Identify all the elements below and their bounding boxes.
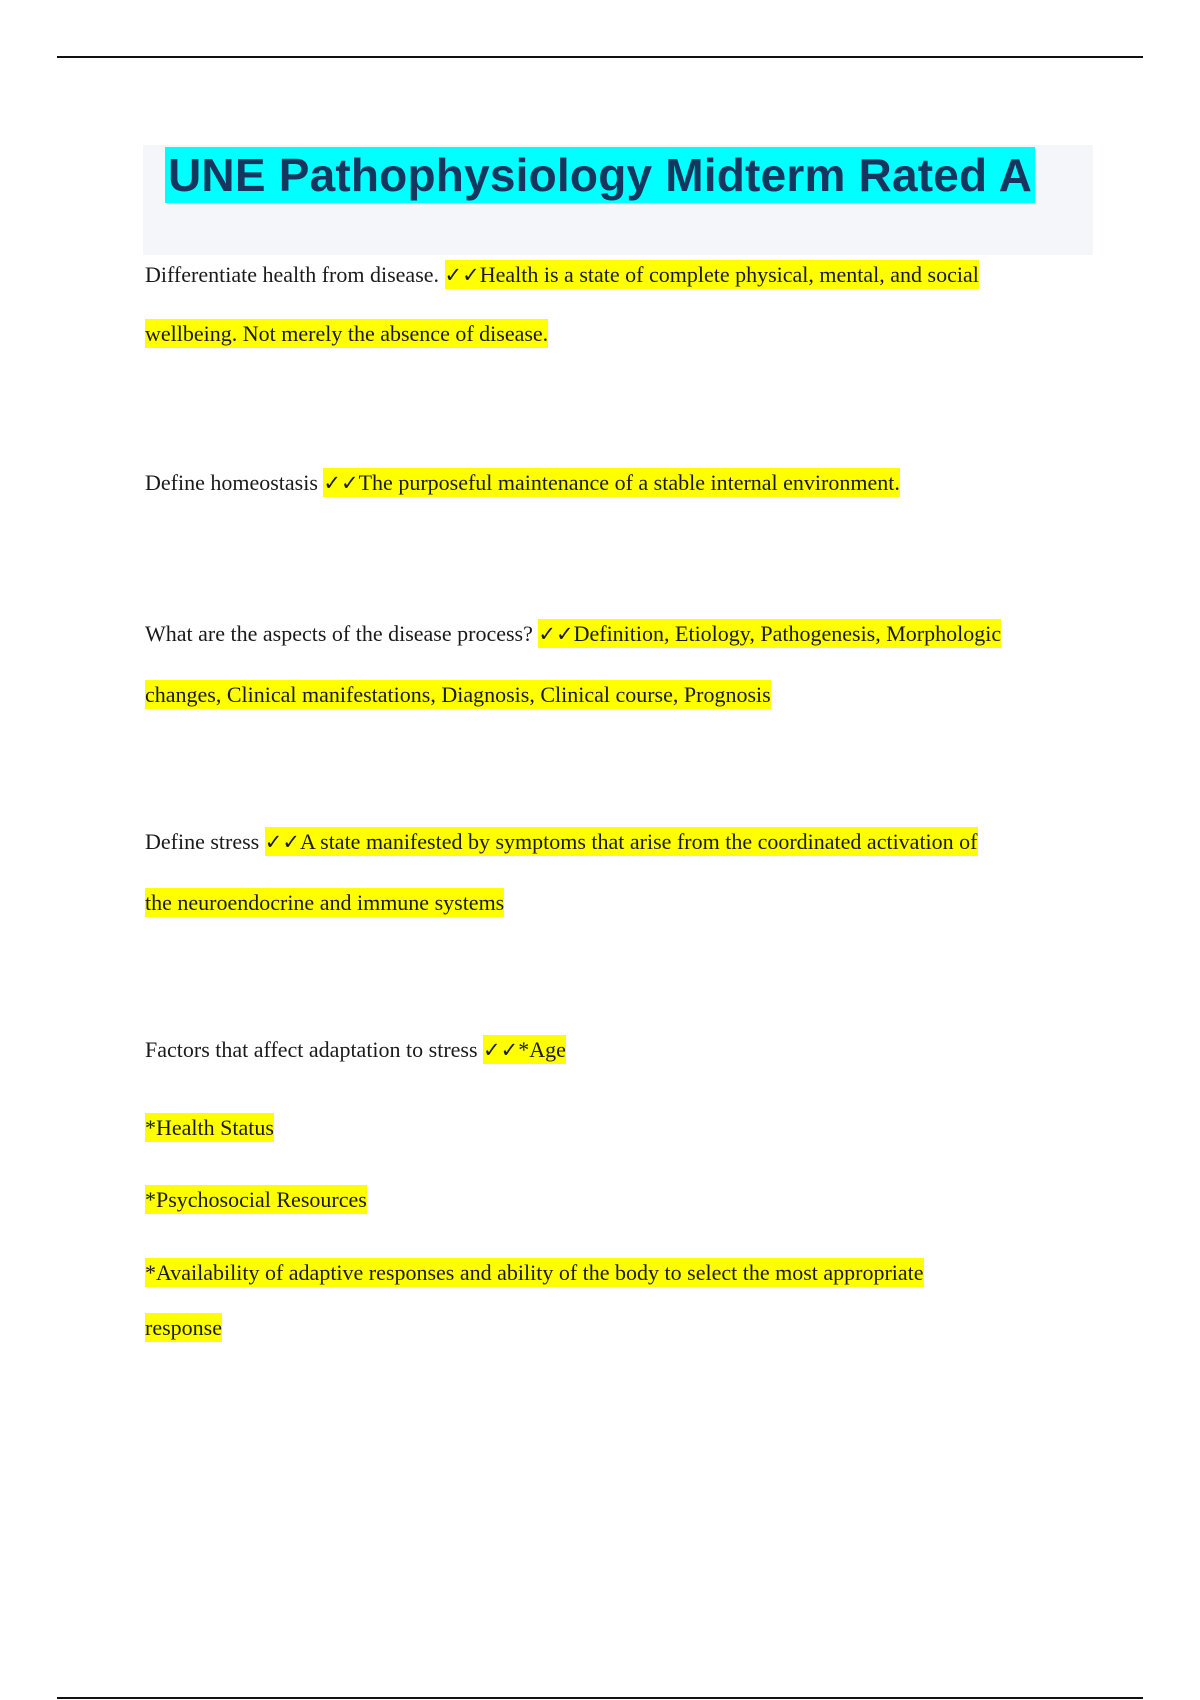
bottom-rule [57,1697,1143,1699]
answer-highlight [323,468,899,497]
qa-item-stress-continued [145,888,504,918]
answer-highlight [538,619,1001,648]
answer-text: *Health Status [145,1115,274,1140]
question-text: Define homeostasis [145,470,324,495]
qa-item-health-continued [145,319,548,349]
answer-text: *Psychosocial Resources [145,1187,367,1212]
answer-text: The purposeful maintenance of a stable internal environment. [358,470,900,495]
qa-item-adaptation-list-item [145,1258,924,1288]
answer-text: the neuroendocrine and immune systems [145,890,505,915]
answer-highlight [265,827,978,856]
double-check-icon: ✓✓ [444,263,480,287]
answer-text: response [145,1315,222,1340]
answer-text: *Age [518,1037,566,1062]
answer-text: Health is a state of complete physical, mental, and social [479,262,979,287]
answer-highlight [445,260,979,289]
top-rule [57,56,1143,58]
qa-item-stress [145,827,978,857]
double-check-icon: ✓✓ [323,471,359,495]
double-check-icon: ✓✓ [264,830,300,854]
double-check-icon: ✓✓ [483,1038,519,1062]
document-title: UNE Pathophysiology Midterm Rated A [165,147,1035,203]
qa-item-adaptation [145,1035,566,1065]
qa-item-adaptation-list-item [145,1313,222,1343]
question-text: Differentiate health from disease. [145,262,445,287]
answer-text: *Availability of adaptive responses and ability of the body to select the most appropriate [145,1260,924,1285]
answer-highlight [483,1035,566,1064]
answer-text: changes, Clinical manifestations, Diagnosis, Clinical course, Prognosis [145,682,771,707]
double-check-icon: ✓✓ [538,622,574,646]
qa-item-disease-process-continued [145,680,771,710]
qa-item-homeostasis [145,468,900,498]
qa-item-disease-process [145,619,1001,649]
qa-item-adaptation-list-item [145,1185,367,1215]
answer-text: wellbeing. Not merely the absence of disease. [145,321,549,346]
qa-item-adaptation-list-item [145,1113,274,1143]
question-text: Define stress [145,829,265,854]
answer-text: Definition, Etiology, Pathogenesis, Morphologic [573,621,1002,646]
qa-item-health [145,260,979,290]
question-text: Factors that affect adaptation to stress [145,1037,484,1062]
answer-text: A state manifested by symptoms that arise from the coordinated activation of [299,829,978,854]
question-text: What are the aspects of the disease process? [145,621,539,646]
